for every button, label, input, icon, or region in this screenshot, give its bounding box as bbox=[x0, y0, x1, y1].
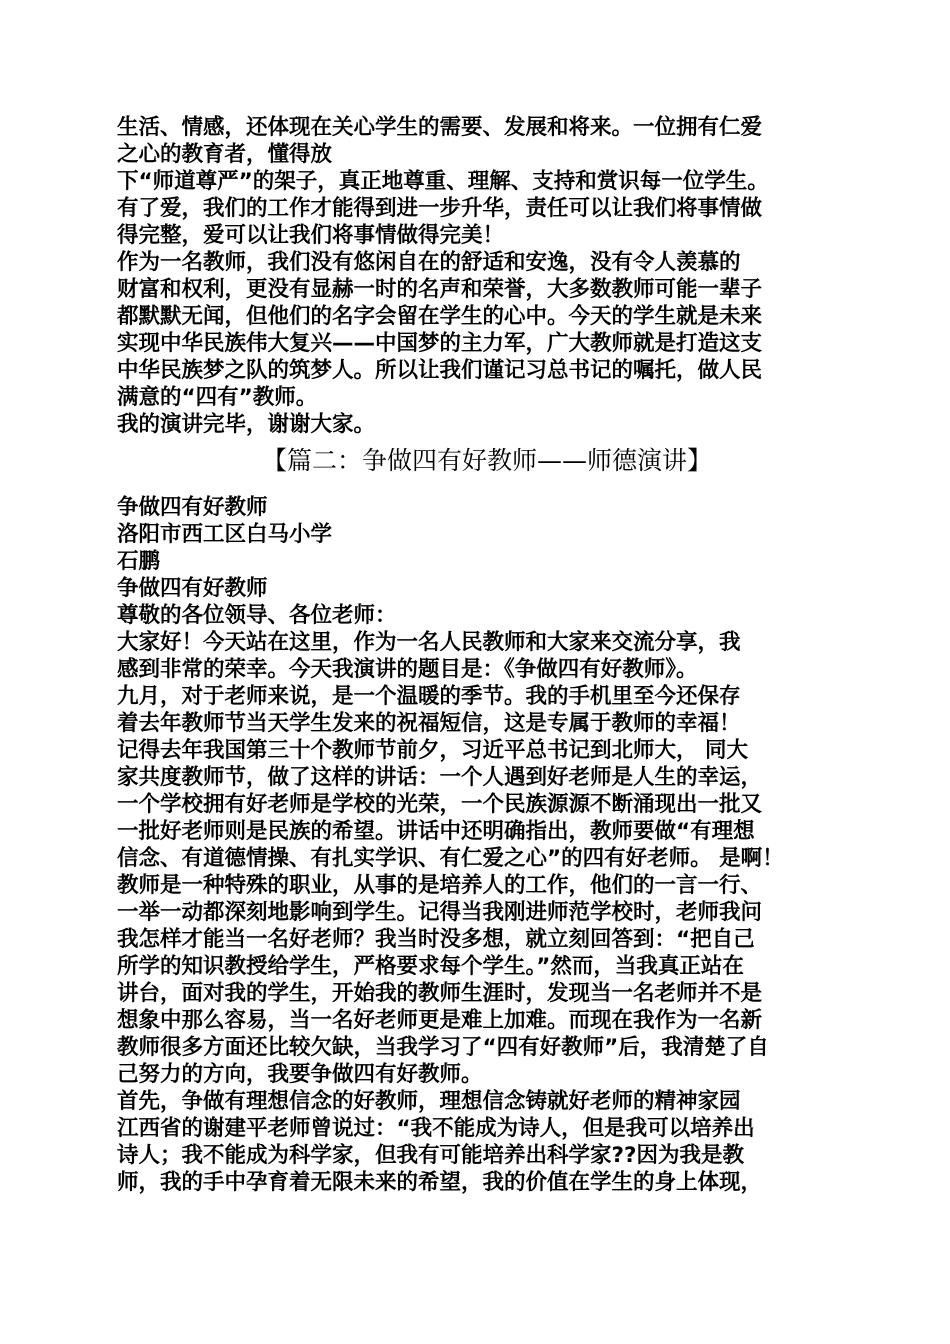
section-heading: 【篇二：争做四有好教师——师德演讲】 bbox=[261, 446, 712, 475]
paragraph-line: 财富和权利，更没有显赫一时的名声和荣誉，大多数教师可能一辈子 bbox=[117, 277, 763, 302]
paragraph-line: 家共度教师节，做了这样的讲话：一个人遇到好老师是人生的幸运， bbox=[117, 765, 763, 790]
paragraph-line: 信念、有道德情操、有扎实学识、有仁爱之心”的四有好老师。 是啊！ bbox=[117, 846, 784, 871]
paragraph-line: 教师是一种特殊的职业，从事的是培养人的工作，他们的一言一行、 bbox=[117, 873, 763, 898]
paragraph-line: 着去年教师节当天学生发来的祝福短信，这是专属于教师的幸福！ bbox=[117, 711, 741, 736]
paragraph-line: 我的演讲完毕，谢谢大家。 bbox=[117, 412, 376, 437]
paragraph-line: 之心的教育者，懂得放 bbox=[117, 142, 333, 167]
document-page bbox=[117, 114, 847, 1196]
section-1 bbox=[117, 114, 847, 438]
paragraph-line: 想象中那么容易，当一名好老师更是难上加难。而现在我作为一名新 bbox=[117, 1008, 763, 1033]
paragraph-line: 诗人；我不能成为科学家，但我有可能培养出科学家??因为我是教 bbox=[117, 1143, 744, 1168]
paragraph-line: 中华民族梦之队的筑梦人。所以让我们谨记习总书记的嘱托，做人民 bbox=[117, 358, 763, 383]
paragraph-line: 一个学校拥有好老师是学校的光荣，一个民族源源不断涌现出一批又 bbox=[117, 792, 763, 817]
paragraph-line: 作为一名教师，我们没有悠闲自在的舒适和安逸，没有令人羡慕的 bbox=[117, 250, 741, 275]
paragraph-line: 江西省的谢建平老师曾说过：“我不能成为诗人，但是我可以培养出 bbox=[117, 1116, 755, 1141]
section-2 bbox=[117, 494, 847, 1196]
paragraph-line: 讲台，面对我的学生，开始我的教师生涯时，发现当一名老师并不是 bbox=[117, 981, 763, 1006]
paragraph-line: 生活、情感，还体现在关心学生的需要、发展和将来。一位拥有仁爱 bbox=[117, 115, 763, 140]
paragraph-line: 下“师道尊严”的架子，真正地尊重、理解、支持和赏识每一位学生。 bbox=[117, 169, 769, 194]
paragraph-line: 满意的“四有”教师。 bbox=[117, 385, 318, 410]
paragraph-line: 所学的知识教授给学生，严格要求每个学生。”然而，当我真正站在 bbox=[117, 954, 744, 979]
paragraph-line: 教师很多方面还比较欠缺，当我学习了“四有好教师”后，我清楚了自 bbox=[117, 1035, 769, 1060]
paragraph-line: 一批好老师则是民族的希望。讲话中还明确指出，教师要做“有理想 bbox=[117, 819, 755, 844]
paragraph-line: 首先，争做有理想信念的好教师，理想信念铸就好老师的精神家园 bbox=[117, 1089, 741, 1114]
paragraph-line: 感到非常的荣幸。今天我演讲的题目是：《争做四有好教师》。 bbox=[117, 657, 698, 682]
paragraph-line: 争做四有好教师 bbox=[117, 576, 268, 601]
paragraph-line: 师，我的手中孕育着无限未来的希望，我的价值在学生的身上体现， bbox=[117, 1170, 763, 1195]
paragraph-line: 我怎样才能当一名好老师？我当时没多想，就立刻回答到：“把自己 bbox=[117, 927, 755, 952]
paragraph-line: 己努力的方向，我要争做四有好教师。 bbox=[117, 1062, 483, 1087]
paragraph-line: 一举一动都深刻地影响到学生。记得当我刚进师范学校时，老师我问 bbox=[117, 900, 763, 925]
paragraph-line: 尊敬的各位领导、各位老师： bbox=[117, 603, 397, 628]
paragraph-line: 记得去年我国第三十个教师节前夕，习近平总书记到北师大， 同大 bbox=[117, 738, 748, 763]
paragraph-line: 九月，对于老师来说，是一个温暖的季节。我的手机里至今还保存 bbox=[117, 684, 741, 709]
paragraph-line: 得完整，爱可以让我们将事情做得完美！ bbox=[117, 223, 505, 248]
paragraph-line: 都默默无闻，但他们的名字会留在学生的心中。今天的学生就是未来 bbox=[117, 304, 763, 329]
paragraph-line: 争做四有好教师 bbox=[117, 495, 268, 520]
paragraph-line: 大家好！今天站在这里，作为一名人民教师和大家来交流分享，我 bbox=[117, 630, 741, 655]
paragraph-line: 有了爱，我们的工作才能得到进一步升华，责任可以让我们将事情做 bbox=[117, 196, 763, 221]
paragraph-line: 石鹏 bbox=[117, 549, 161, 574]
paragraph-line: 实现中华民族伟大复兴——中国梦的主力军，广大教师就是打造这支 bbox=[117, 331, 763, 356]
paragraph-line: 洛阳市西工区白马小学 bbox=[117, 522, 333, 547]
